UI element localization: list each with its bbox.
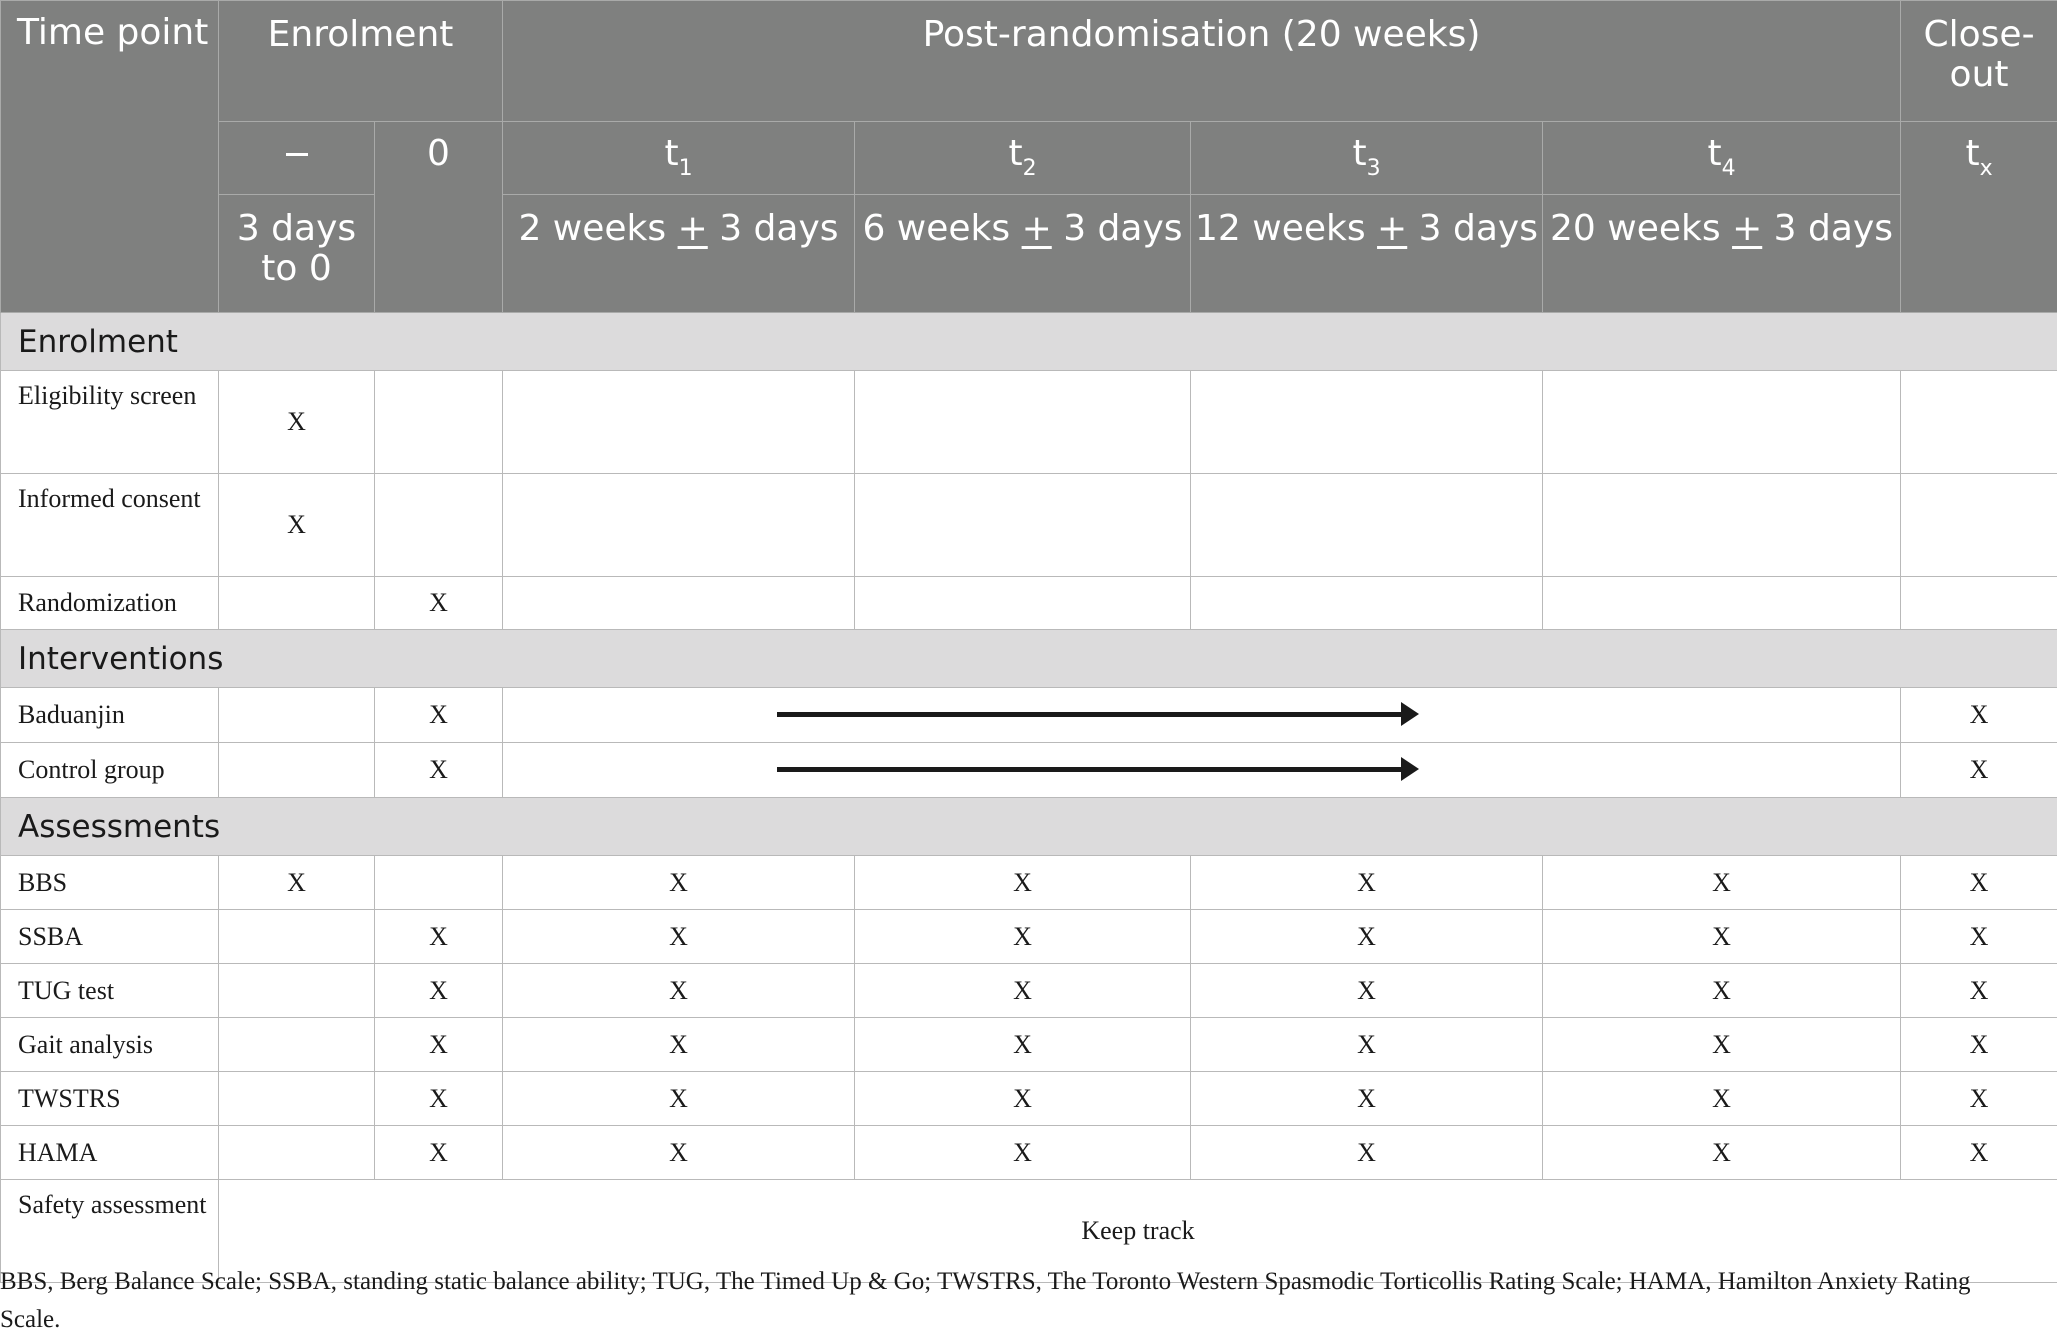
row-label: Control group	[1, 743, 219, 798]
cell-zero	[375, 856, 503, 910]
cell-tx: X	[1901, 964, 2057, 1018]
cell-t1: X	[503, 910, 855, 964]
table-row-consent	[1, 474, 2057, 577]
table-row-baduanjin	[1, 688, 2057, 743]
header-t2	[855, 122, 1191, 195]
cell-t2: X	[855, 1126, 1191, 1180]
header-time-point: Time point	[1, 1, 219, 313]
section-row-assessments	[1, 798, 2057, 856]
cell-t4: X	[1543, 1072, 1901, 1126]
cell-zero	[375, 474, 503, 577]
window-t1: 2 weeks + 3 days	[503, 195, 855, 313]
section-assessments: Assessments	[1, 798, 2057, 856]
header-t4	[1543, 122, 1901, 195]
window-t2: 6 weeks + 3 days	[855, 195, 1191, 313]
cell-zero: X	[375, 577, 503, 630]
cell-t1: X	[503, 1018, 855, 1072]
cell-zero: X	[375, 1126, 503, 1180]
header-row-1	[1, 1, 2057, 122]
t2-subscript: 2	[1022, 156, 1037, 181]
row-label: Eligibility screen	[1, 371, 219, 474]
cell-tx: X	[1901, 1126, 2057, 1180]
t2-label: t	[1008, 133, 1023, 174]
plus-minus-sign: +	[677, 208, 708, 249]
section-row-interventions	[1, 630, 2057, 688]
header-post-randomisation: Post-randomisation (20 weeks)	[503, 1, 1901, 122]
window-t3: 12 weeks + 3 days	[1191, 195, 1543, 313]
cell-t4: X	[1543, 964, 1901, 1018]
arrow-head-icon	[1401, 702, 1419, 726]
cell-pre	[219, 688, 375, 743]
row-label: Gait analysis	[1, 1018, 219, 1072]
cell-t2: X	[855, 1018, 1191, 1072]
table-row-randomization	[1, 577, 2057, 630]
t1-label: t	[664, 133, 679, 174]
cell-t3: X	[1191, 910, 1543, 964]
row-label: Safety assessment	[1, 1180, 219, 1283]
cell-pre	[219, 1018, 375, 1072]
t4-subscript: 4	[1721, 156, 1736, 181]
cell-zero: X	[375, 743, 503, 798]
cell-tx: X	[1901, 910, 2057, 964]
row-label: Baduanjin	[1, 688, 219, 743]
cell-pre	[219, 910, 375, 964]
cell-t1: X	[503, 856, 855, 910]
header-close-out: Close-out	[1901, 1, 2057, 122]
table-row-eligibility	[1, 371, 2057, 474]
safety-keep-track: Keep track	[219, 1180, 2057, 1283]
intervention-period	[503, 688, 1901, 743]
tx-label: t	[1965, 133, 1980, 174]
cell-t2: X	[855, 856, 1191, 910]
cell-pre: X	[219, 474, 375, 577]
header-time-zero: 0	[375, 122, 503, 313]
table-footnote: BBS, Berg Balance Scale; SSBA, standing static balance ability; TUG, The Timed Up & Go; TWSTRS, The Toronto Western Spasmodic Torticollis Rating Scale; HAMA, Hamilton Anxiety Rating Scale.	[0, 1268, 1971, 1333]
cell-t3: X	[1191, 856, 1543, 910]
header-tx	[1901, 122, 2057, 313]
table-row-gait	[1, 1018, 2057, 1072]
row-label: BBS	[1, 856, 219, 910]
table-row-tug	[1, 964, 2057, 1018]
cell-t1: X	[503, 1126, 855, 1180]
cell-tx: X	[1901, 1018, 2057, 1072]
cell-t2: X	[855, 910, 1191, 964]
cell-pre: X	[219, 856, 375, 910]
t3-subscript: 3	[1366, 156, 1381, 181]
cell-zero: X	[375, 910, 503, 964]
cell-t2: X	[855, 1072, 1191, 1126]
cell-pre	[219, 1072, 375, 1126]
t1-subscript: 1	[678, 156, 693, 181]
cell-pre: X	[219, 371, 375, 474]
table-row-ssba	[1, 910, 2057, 964]
dash-mark	[286, 153, 308, 156]
arrow-head-icon	[1401, 757, 1419, 781]
t3-label: t	[1352, 133, 1367, 174]
cell-pre	[219, 577, 375, 630]
header-t3	[1191, 122, 1543, 195]
table-row-bbs	[1, 856, 2057, 910]
row-label: Informed consent	[1, 474, 219, 577]
cell-zero: X	[375, 1072, 503, 1126]
window-t4: 20 weeks + 3 days	[1543, 195, 1901, 313]
cell-zero: X	[375, 688, 503, 743]
section-row-enrolment	[1, 313, 2057, 371]
row-label: TUG test	[1, 964, 219, 1018]
plus-minus-sign: +	[1021, 208, 1052, 249]
row-label: TWSTRS	[1, 1072, 219, 1126]
table-row-hama	[1, 1126, 2057, 1180]
cell-t1: X	[503, 964, 855, 1018]
cell-t1: X	[503, 1072, 855, 1126]
table-row-twstrs	[1, 1072, 2057, 1126]
intervention-period	[503, 743, 1901, 798]
header-enrolment: Enrolment	[219, 1, 503, 122]
cell-zero	[375, 371, 503, 474]
table-row-control	[1, 743, 2057, 798]
cell-zero: X	[375, 964, 503, 1018]
cell-t3: X	[1191, 1126, 1543, 1180]
cell-t4: X	[1543, 856, 1901, 910]
section-interventions: Interventions	[1, 630, 2057, 688]
cell-tx: X	[1901, 856, 2057, 910]
row-label: Randomization	[1, 577, 219, 630]
row-label: HAMA	[1, 1126, 219, 1180]
header-t1	[503, 122, 855, 195]
plus-minus-sign: +	[1732, 208, 1763, 249]
header-pre-enrolment	[219, 122, 375, 195]
duration-arrow	[777, 767, 1403, 772]
cell-tx: X	[1901, 688, 2057, 743]
duration-arrow	[777, 712, 1403, 717]
window-pre: 3 days to 0	[219, 195, 375, 313]
cell-t4: X	[1543, 1126, 1901, 1180]
cell-zero: X	[375, 1018, 503, 1072]
cell-pre	[219, 743, 375, 798]
row-label: SSBA	[1, 910, 219, 964]
cell-t2: X	[855, 964, 1191, 1018]
cell-t3: X	[1191, 1018, 1543, 1072]
section-enrolment: Enrolment	[1, 313, 2057, 371]
cell-t4: X	[1543, 910, 1901, 964]
cell-t4: X	[1543, 1018, 1901, 1072]
cell-tx: X	[1901, 743, 2057, 798]
t4-label: t	[1707, 133, 1722, 174]
cell-pre	[219, 1126, 375, 1180]
cell-tx: X	[1901, 1072, 2057, 1126]
cell-t3: X	[1191, 1072, 1543, 1126]
cell-pre	[219, 964, 375, 1018]
header-row-2	[1, 122, 2057, 195]
header-row-3	[1, 195, 2057, 313]
tx-subscript: x	[1979, 156, 1993, 181]
plus-minus-sign: +	[1377, 208, 1408, 249]
cell-t3: X	[1191, 964, 1543, 1018]
